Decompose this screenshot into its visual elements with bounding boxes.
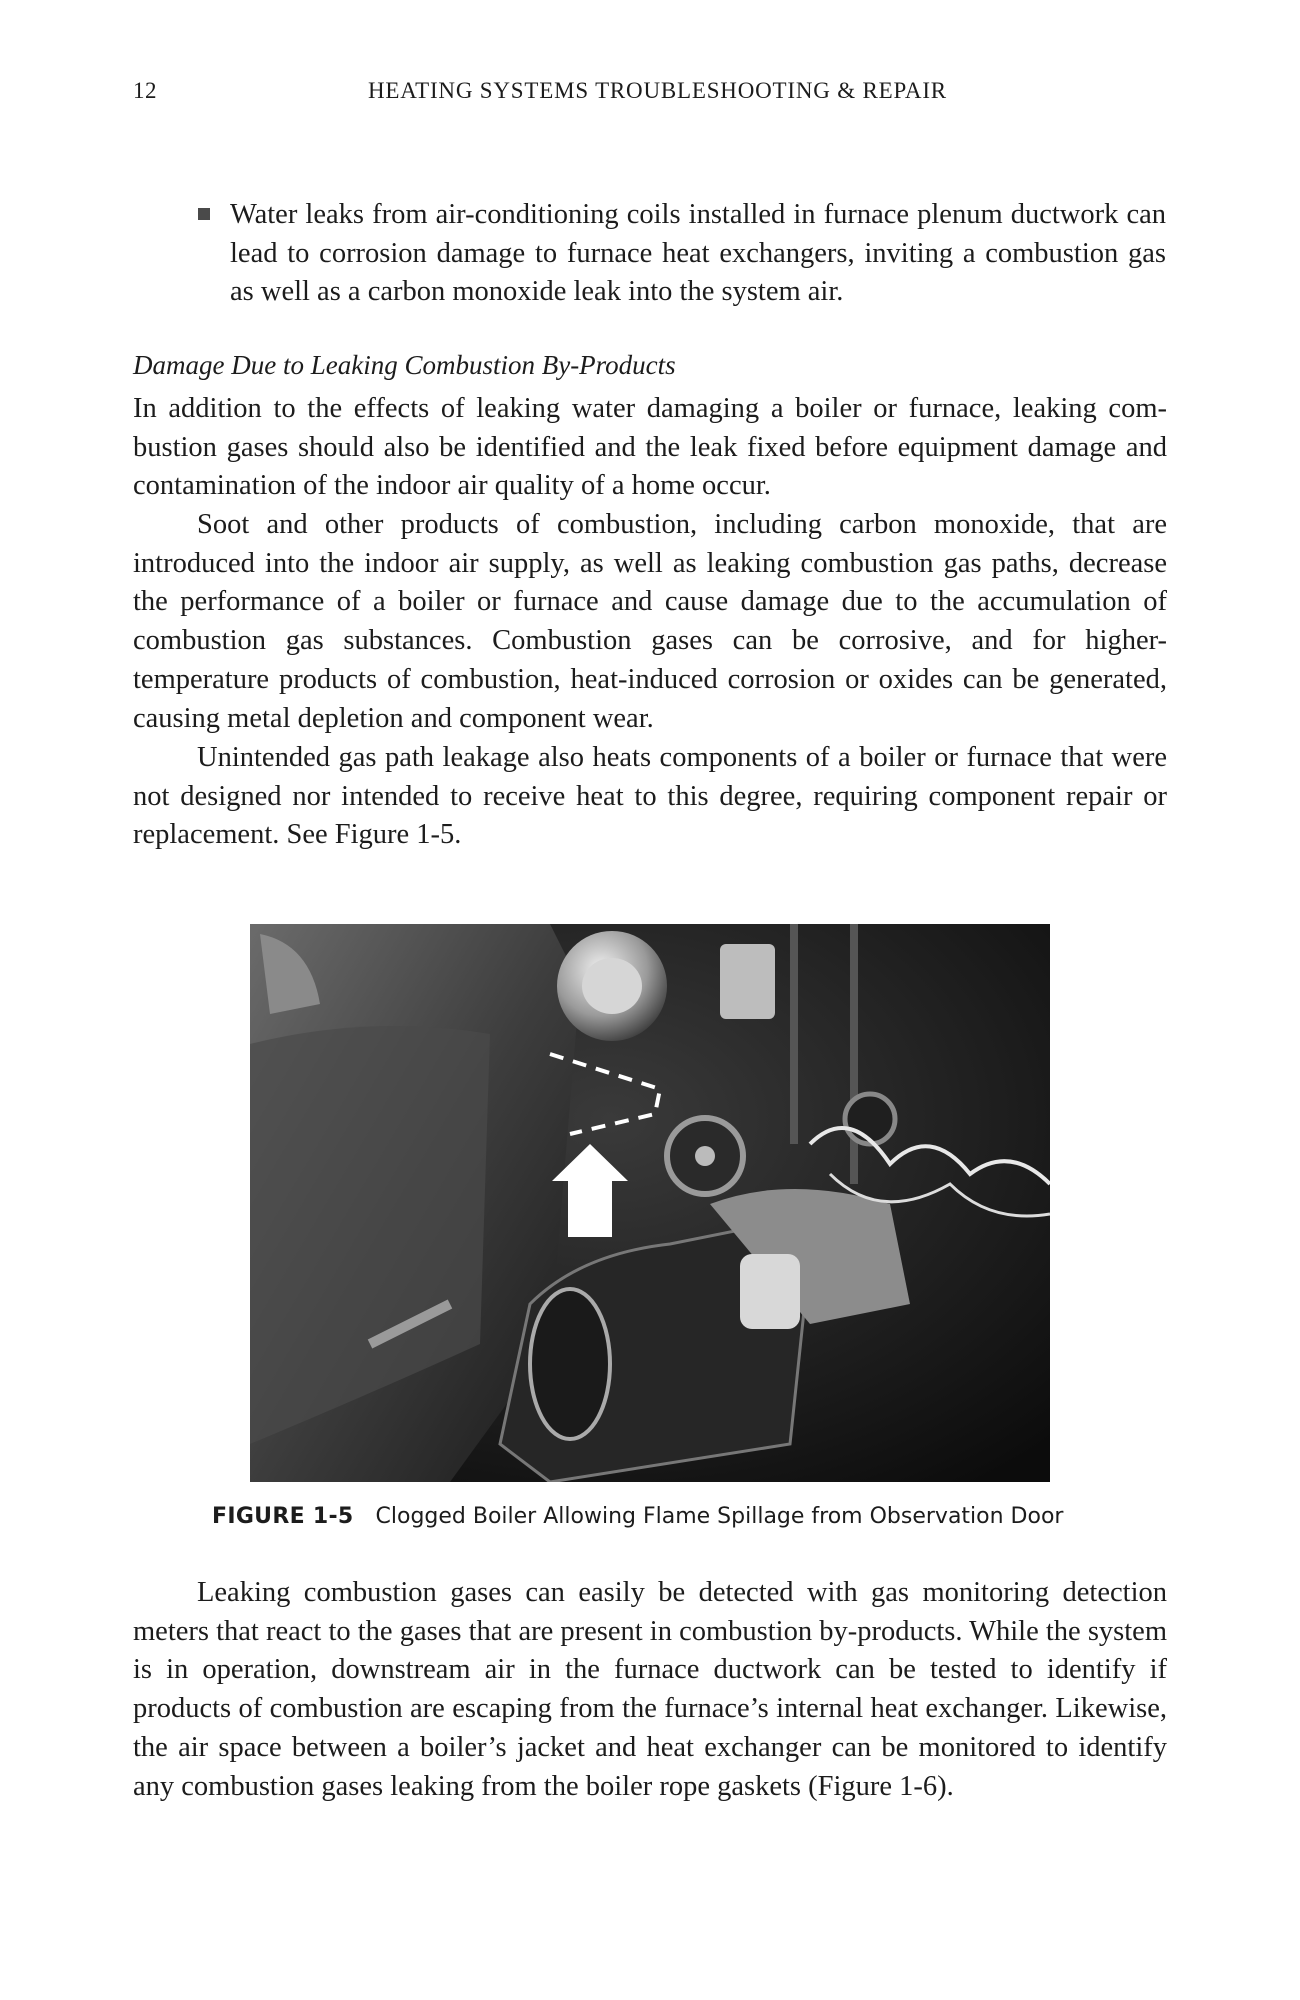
running-head-title: HEATING SYSTEMS TROUBLESHOOTING & REPAIR: [368, 78, 947, 103]
bullet-text: Water leaks from air-conditioning coils installed in furnace plenum ductwork can lead to corrosion damage to furnace heat exchangers, inviting a combustion gas as well as a carbon monoxide leak into the system air.: [230, 199, 1166, 307]
square-bullet-icon: [198, 208, 210, 220]
page-number: 12: [133, 78, 157, 103]
figure-label: FIGURE 1-5: [212, 1504, 354, 1529]
paragraph-4: Leaking combustion gases can easily be detected with gas monitoring detection meters that react to the gases that are present in combustion by-products. While the system is in operation, downstream air in the furnace ductwork can be tested to identify if products of combustion are escaping from the furnace’s internal heat exchanger. Likewise, the air space between a boiler’s jacket and heat exchanger can be monitored to identify any combustion gases leaking from the boiler rope gaskets (Figure 1-6).: [133, 1577, 1167, 1802]
paragraph-3: Unintended gas path leakage also heats components of a boiler or furnace that were not designed nor intended to receive heat to this degree, requiring component repair or replacement. See Figure 1-5.: [133, 742, 1167, 851]
figure-caption-text: Clogged Boiler Allowing Flame Spillage from Observation Door: [375, 1504, 1064, 1529]
figure-caption: [212, 1504, 1063, 1529]
paragraph-2: Soot and other products of combustion, including carbon monoxide, that are introduced into the indoor air supply, as well as leaking combustion gas paths, decrease the performance of a boiler or furnace and cause damage due to the accumulation of combustion gas substances. Combustion gases can be corrosive, and for higher-temperature products of combustion, heat-induced corrosion or oxides can be generated, causing metal depletion and component wear.: [133, 509, 1167, 734]
paragraph-1: In addition to the effects of leaking water damaging a boiler or furnace, leaking combustion gases should also be identified and the leak fixed before equipment damage and contamination of the indoor air quality of a home occur.: [133, 393, 1167, 502]
boiler-photo-illustration: [250, 924, 1050, 1482]
running-head: [133, 78, 1167, 108]
section-heading: Damage Due to Leaking Combustion By-Products: [133, 350, 676, 380]
figure-photo: [250, 924, 1050, 1482]
